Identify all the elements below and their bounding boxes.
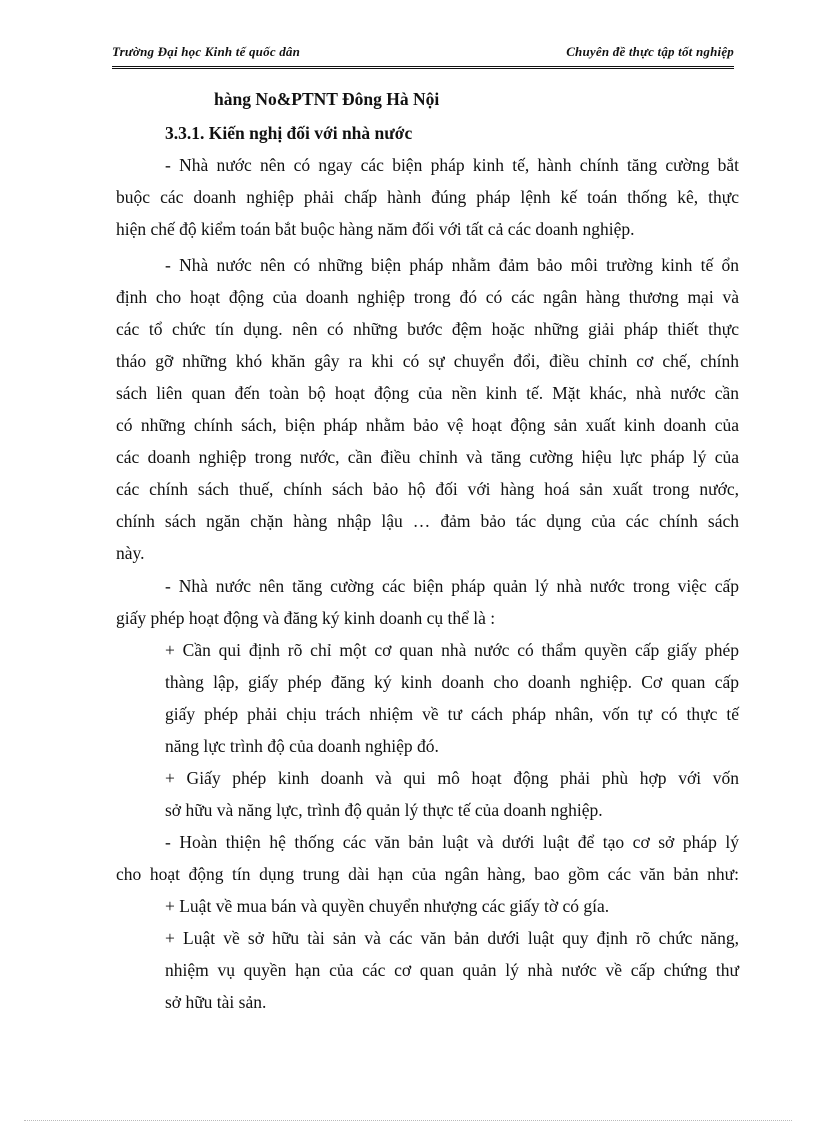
page-header <box>112 44 734 64</box>
paragraph-line: sách liên quan đến toàn bộ hoạt động của nền kinh tế. Mặt khác, nhà nước cần <box>116 383 739 403</box>
paragraph-line: các doanh nghiệp trong nước, cần điều chỉnh và tăng cường hiệu lực pháp lý của <box>116 447 739 467</box>
paragraph-line: - Hoàn thiện hệ thống các văn bản luật và dưới luật để tạo cơ sở pháp lý <box>165 832 739 852</box>
paragraph-line: các tổ chức tín dụng. nên có những bước đệm hoặc những giải pháp thiết thực <box>116 319 739 339</box>
paragraph-line: tháo gỡ những khó khăn gây ra khi có sự chuyển đổi, điều chỉnh cơ chế, chính <box>116 351 739 371</box>
list-item-line: + Cần qui định rõ chỉ một cơ quan nhà nước có thẩm quyền cấp giấy phép <box>165 640 739 660</box>
paragraph-line: chính sách ngăn chặn hàng nhập lậu … đảm bảo tác dụng của các chính sách <box>116 511 739 531</box>
header-university: Trường Đại học Kinh tế quốc dân <box>112 44 301 59</box>
list-item-line: nhiệm vụ quyền hạn của các cơ quan quản lý nhà nước về cấp chứng thư <box>165 960 739 980</box>
list-item-line: + Giấy phép kinh doanh và qui mô hoạt động phải phù hợp với vốn <box>165 768 739 788</box>
list-item-line: thàng lập, giấy phép đăng ký kinh doanh cho doanh nghiệp. Cơ quan cấp <box>165 672 739 692</box>
list-item-line: sở hữu và năng lực, trình độ quản lý thực tế của doanh nghiệp. <box>165 800 603 820</box>
heading-continuation: hàng No&PTNT Đông Hà Nội <box>214 89 440 109</box>
section-title: 3.3.1. Kiến nghị đối với nhà nước <box>165 123 413 143</box>
list-item-line: giấy phép phải chịu trách nhiệm về tư cách pháp nhân, vốn tự có thực tế <box>165 704 739 724</box>
paragraph-line: hiện chế độ kiểm toán bắt buộc hàng năm đối với tất cả các doanh nghiệp. <box>116 219 635 239</box>
paragraph-line: buộc các doanh nghiệp phải chấp hành đúng pháp lệnh kế toán thống kê, thực <box>116 187 739 207</box>
header-divider <box>112 66 734 69</box>
paragraph-line: có những chính sách, biện pháp nhằm bảo vệ hoạt động sản xuất kinh doanh của <box>116 415 739 435</box>
paragraph-line: định cho hoạt động của doanh nghiệp trong đó có các ngân hàng thương mại và <box>116 287 739 307</box>
paragraph-line: giấy phép hoạt động và đăng ký kinh doanh cụ thể là : <box>116 608 496 628</box>
header-report-title: Chuyên đề thực tập tốt nghiệp <box>566 44 734 59</box>
paragraph-line: - Nhà nước nên có ngay các biện pháp kinh tế, hành chính tăng cường bắt <box>165 155 739 175</box>
paragraph-line: - Nhà nước nên có những biện pháp nhằm đảm bảo môi trường kinh tế ổn <box>165 255 739 275</box>
paragraph-line: các chính sách thuế, chính sách bảo hộ đối với hàng hoá sản xuất trong nước, <box>116 479 739 499</box>
list-item-line: sở hữu tài sản. <box>165 992 267 1012</box>
list-item-line: + Luật về sở hữu tài sản và các văn bản dưới luật quy định rõ chức năng, <box>165 928 739 948</box>
footer-divider <box>24 1120 792 1121</box>
paragraph-line: cho hoạt động tín dụng trung dài hạn của ngân hàng, bao gồm các văn bản như: <box>116 864 739 884</box>
list-item-line: + Luật về mua bán và quyền chuyển nhượng các giấy tờ có gía. <box>165 896 610 916</box>
paragraph-line: - Nhà nước nên tăng cường các biện pháp quản lý nhà nước trong việc cấp <box>165 576 739 596</box>
list-item-line: năng lực trình độ của doanh nghiệp đó. <box>165 736 439 756</box>
paragraph-line: này. <box>116 543 145 563</box>
